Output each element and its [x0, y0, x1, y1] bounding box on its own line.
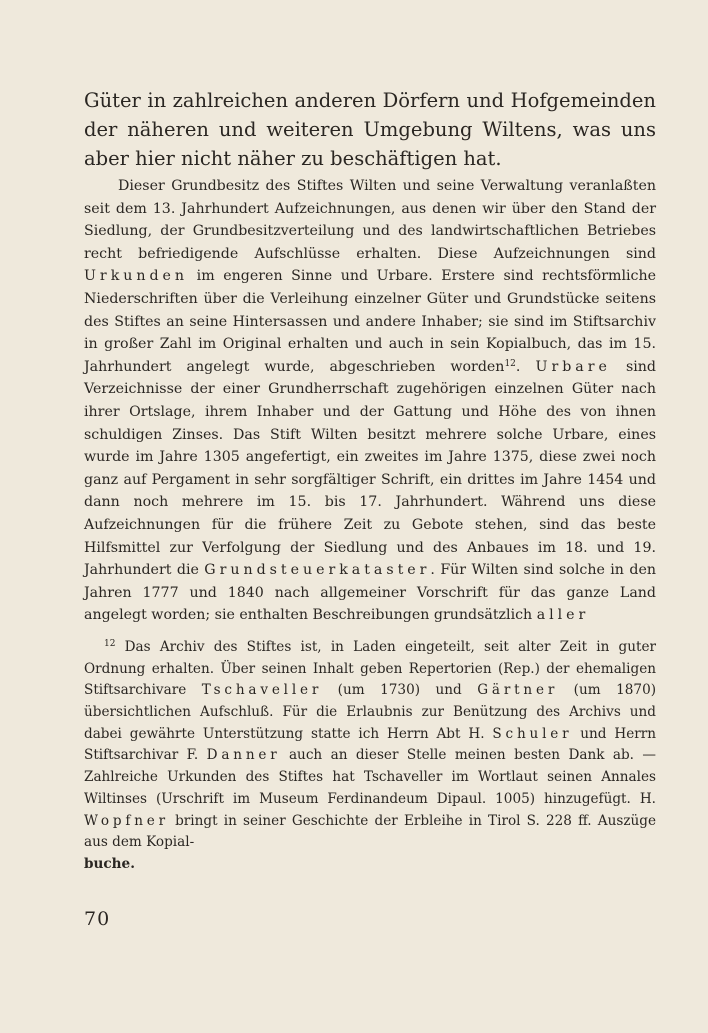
footnote-text-end: buche.	[84, 855, 135, 872]
body-sentence-1: Dieser Grundbesitz des Stiftes Wilten und seine Verwaltung veranlaßten seit dem 13. Jahrhundert Aufzeichnungen, aus denen wir über den Stand der Siedlung, der Grundbesitzverteilung und des landwirtschaftlichen Betriebes recht befriedigende Aufschlüsse erhalten. Diese Aufzeichnungen sind	[84, 178, 656, 262]
lead-paragraph	[84, 86, 656, 173]
page-text-block	[84, 86, 656, 876]
spaced-term-grundsteuerkataster: Grundsteuerkataster	[204, 562, 431, 579]
footnote-text-4: und Herrn Stiftsarchivar F.	[84, 725, 656, 764]
footnote-reference[interactable]: 12	[504, 358, 516, 369]
spaced-term-urbare: Urbare	[535, 358, 611, 375]
footnote-text-2: (um 1730) und	[337, 682, 462, 699]
body-sentence-2: im engeren Sinne und Urbare. Erstere sind rechtsförmliche Niederschriften über die Verleihung einzelner Güter und Grundstücke seitens des Stiftes an seine Hintersassen und andere Inhaber; sie sind im Stiftsarchiv in großer Zahl im Original erhalten und auch in sein Kopialbuch, das im 15. Jahrhundert angelegt wurde, abgeschrieben worden	[84, 268, 656, 375]
name-schuler: Schuler	[492, 725, 573, 742]
footnote-text-6: bringt in seiner Geschichte der Erbleihe in Tirol S. 228 ff. Auszüge aus dem Kopial-	[84, 812, 656, 851]
footnote-text-5: auch an dieser Stelle meinen besten Dank ab. — Zahlreiche Urkunden des Stiftes hat Tschaveller im Wortlaut seinen Annales Wiltinses (Urschrift im Museum Ferdinandeum Dipaul. 1005) hinzugefügt. H.	[84, 747, 656, 807]
spaced-term-urkunden: Urkunden	[84, 268, 189, 285]
name-tschaveller: Tschaveller	[201, 682, 323, 699]
page-number: 70	[84, 908, 111, 930]
spaced-term-aller: aller	[536, 607, 590, 624]
body-sentence-4: sind Verzeichnisse der einer Grundherrschaft zugehörigen einzelnen Güter nach ihrer Ortslage, ihrem Inhaber und der Gattung und Höhe des von ihnen schuldigen Zinses. Das Stift Wilten besitzt mehrere solche Urbare, eines wurde im Jahre 1305 angefertigt, ein zweites im Jahre 1375, diese zwei noch ganz auf Pergament in sehr sorgfältiger Schrift, ein drittes im Jahre 1454 und dann noch mehrere im 15. bis 17. Jahrhundert. Während uns diese Aufzeichnungen für die frühere Zeit zu Gebote stehen, sind das beste Hilfsmittel zur Verfolgung der Siedlung und des Anbaues im 18. und 19. Jahrhundert die	[84, 358, 656, 579]
lead-text: Güter in zahlreichen anderen Dörfern und Hofgemeinden der näheren und weiteren Umgebung Wiltens, was uns aber hier nicht näher zu beschäftigen hat.	[84, 89, 656, 170]
footnote-mark: 12	[104, 638, 116, 649]
name-danner: Danner	[206, 747, 281, 764]
footnote-text-1: Das Archiv des Stiftes ist, in Laden eingeteilt, seit alter Zeit in guter Ordnung erhalten. Über seinen Inhalt geben Repertorien (Rep.) der ehemaligen Stiftsarchivare	[84, 638, 656, 699]
body-paragraph	[84, 175, 656, 627]
name-gaertner: Gärtner	[477, 682, 559, 699]
name-wopfner: Wopfner	[84, 812, 169, 829]
body-period: .	[515, 358, 521, 375]
footnote-text-3: (um 1870) übersichtlichen Aufschluß. Für die Erlaubnis zur Benützung des Archivs und dabei gewährte Unterstützung statte ich Herrn Abt H.	[84, 682, 657, 742]
body-sentence-5: . Für Wilten sind solche in den Jahren 1777 und 1840 nach allgemeiner Vorschrift für das ganze Land angelegt worden; sie enthalten Beschreibungen grundsätzlich	[84, 562, 656, 624]
footnote-12	[84, 637, 656, 876]
